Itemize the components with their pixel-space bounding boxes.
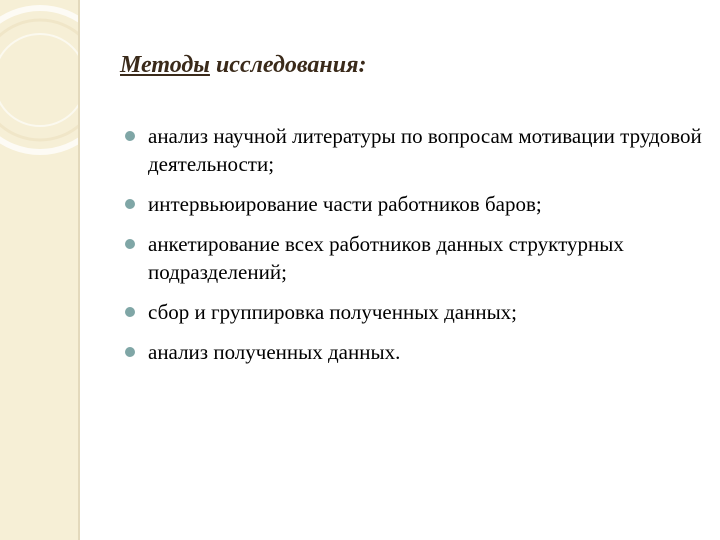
decorative-circles	[0, 0, 78, 540]
title-rest: исследования:	[209, 52, 367, 78]
bullet-icon	[125, 347, 135, 357]
list-item	[130, 190, 710, 218]
title-underlined-word: Методы	[120, 52, 210, 78]
list-item-text: интервьюирование части работников баров;	[148, 192, 542, 216]
list-item-text: анкетирование всех работников данных структурных подразделений;	[148, 232, 624, 284]
list-item	[130, 122, 710, 178]
methods-list	[130, 122, 710, 378]
bullet-icon	[125, 307, 135, 317]
list-item	[130, 298, 710, 326]
list-item-text: анализ научной литературы по вопросам мотивации трудовой деятельности;	[148, 124, 702, 176]
decorative-side-panel	[0, 0, 78, 540]
bullet-icon	[125, 239, 135, 249]
list-item	[130, 230, 710, 286]
bullet-icon	[125, 199, 135, 209]
list-item-text: сбор и группировка полученных данных;	[148, 300, 518, 324]
list-item	[130, 338, 710, 366]
list-item-text: анализ полученных данных.	[148, 340, 401, 364]
bullet-icon	[125, 131, 135, 141]
slide-title	[120, 52, 366, 79]
side-divider	[78, 0, 80, 540]
